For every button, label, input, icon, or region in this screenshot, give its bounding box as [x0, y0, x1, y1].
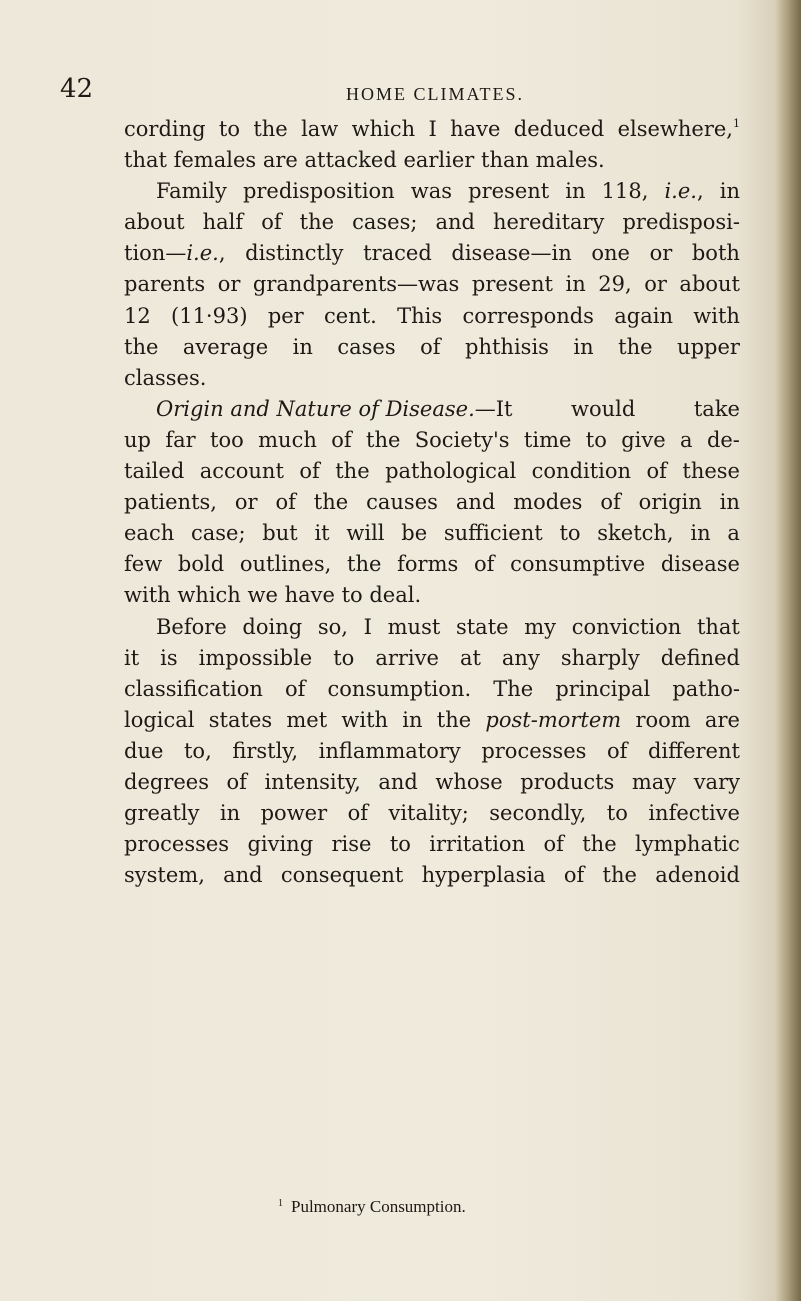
page-number: 42	[60, 74, 94, 104]
page-edge-shadow	[775, 0, 801, 1301]
text-line: Family predisposition was present in 118, i.e., in	[156, 179, 740, 204]
text-line: up far too much of the Society's time to give a de-	[124, 427, 740, 452]
running-head: HOME CLIMATES.	[346, 84, 525, 104]
text-span: classes.	[124, 365, 207, 390]
text-line: each case; but it will be sufficient to sketch, in a	[124, 521, 740, 546]
text-line: the average in cases of phthisis in the upper	[124, 334, 740, 359]
text-span: that females are attacked earlier than males.	[124, 148, 605, 173]
text-line: degrees of intensity, and whose products may vary	[124, 769, 740, 794]
text-line: tailed account of the pathological condition of these	[124, 459, 740, 484]
text-line	[124, 580, 740, 611]
text-line: few bold outlines, the forms of consumptive disease	[124, 552, 740, 577]
footnote-mark: 1	[278, 1198, 283, 1209]
body-text	[124, 114, 740, 891]
text-span: cording	[124, 117, 206, 141]
text-line: it is impossible to arrive at any sharply defined	[124, 645, 740, 670]
text-line: classification of consumption. The principal patho-	[124, 676, 740, 701]
text-line: system, and consequent hyperplasia of the adenoid	[124, 863, 740, 888]
text-line: parents or grandparents—was present in 29, or about	[124, 272, 740, 297]
footnote-text: Pulmonary Consumption.	[291, 1197, 466, 1216]
footnote-ref: 1	[732, 117, 740, 130]
text-line: Origin and Nature of Disease.—It would take	[156, 396, 740, 421]
text-line: processes giving rise to irritation of the lymphatic	[124, 832, 740, 857]
page-header	[0, 74, 801, 114]
text-span: with which we have to deal.	[124, 583, 422, 608]
text-line: cording to the law which I have deduced elsewhere,$^1$	[124, 114, 740, 145]
text-line: logical states met with in the post-mortem room are	[124, 707, 740, 732]
text-line: about half of the cases; and hereditary predisposi-	[124, 210, 740, 235]
text-line: patients, or of the causes and modes of origin in	[124, 490, 740, 515]
text-line: Before doing so, I must state my conviction that	[156, 614, 740, 639]
footnote	[278, 1197, 466, 1217]
text-line: due to, firstly, inflammatory processes of different	[124, 738, 740, 763]
text-line: greatly in power of vitality; secondly, to infective	[124, 801, 740, 826]
section-heading: Origin and Nature of Disease.	[156, 396, 475, 421]
text-line	[124, 363, 740, 394]
text-line: tion—i.e., distinctly traced disease—in one or both	[124, 241, 740, 266]
text-line: 12 (11·93) per cent. This corresponds again with	[124, 303, 740, 328]
text-line	[124, 145, 740, 176]
